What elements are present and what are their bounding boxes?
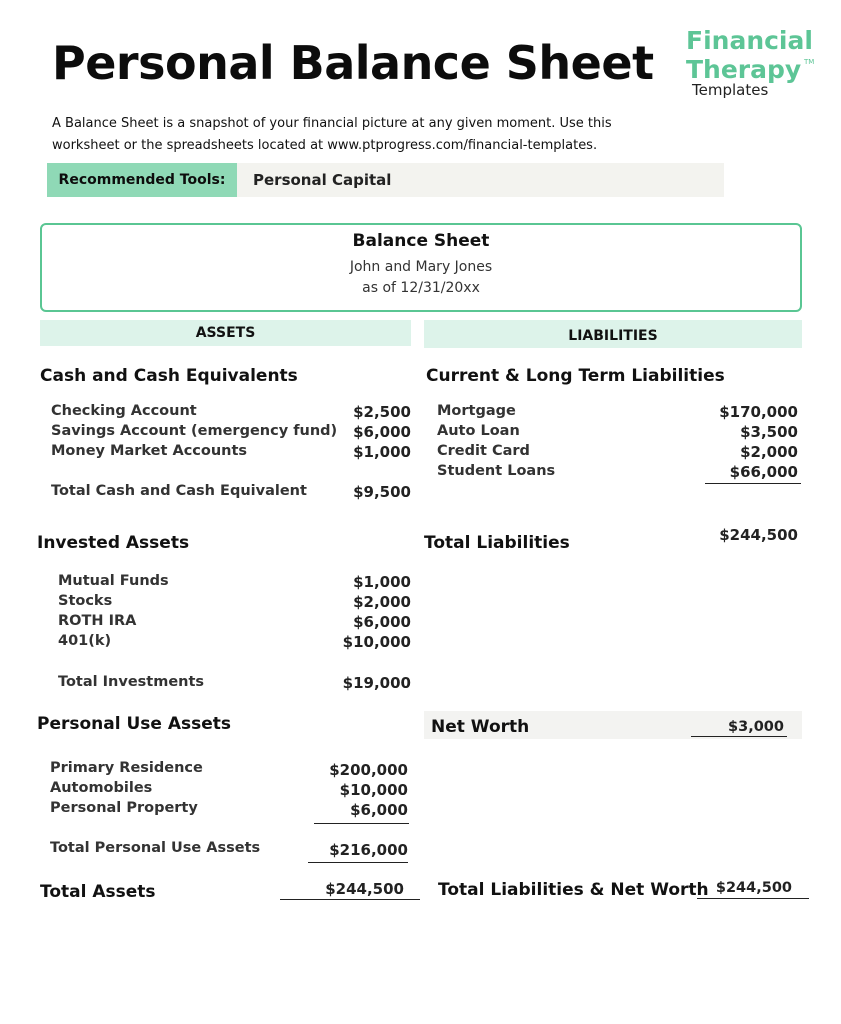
- invested-item-label: 401(k): [58, 633, 112, 649]
- invested-item-value: $1,000: [353, 573, 411, 591]
- recommended-tools-label: Recommended Tools:: [47, 163, 237, 197]
- grand-total-label: Total Liabilities & Net Worth: [438, 880, 709, 900]
- personal-total-value: $216,000: [329, 841, 408, 859]
- total-assets-label: Total Assets: [40, 882, 156, 902]
- cash-total-label: Total Cash and Cash Equivalent: [51, 483, 307, 499]
- personal-item-value: $6,000: [350, 801, 408, 819]
- personal-item-label: Primary Residence: [50, 760, 203, 776]
- cash-item-label: Money Market Accounts: [51, 443, 248, 459]
- cash-item-value: $2,500: [353, 403, 411, 421]
- net-worth-value: $3,000: [728, 719, 784, 735]
- net-worth-label: Net Worth: [431, 717, 530, 737]
- liability-item-label: Student Loans: [437, 463, 556, 479]
- invested-item-value: $2,000: [353, 593, 411, 611]
- liability-item-value: $66,000: [729, 463, 798, 481]
- total-liabilities-value: $244,500: [719, 526, 798, 544]
- logo-line-therapy: Therapy: [686, 55, 802, 84]
- liability-item-label: Mortgage: [437, 403, 516, 419]
- balance-sheet-title: Balance Sheet: [352, 231, 490, 251]
- personal-item-value: $200,000: [329, 761, 408, 779]
- invested-item-value: $6,000: [353, 613, 411, 631]
- logo-line-financial: Financial: [686, 26, 813, 55]
- cash-item-label: Checking Account: [51, 403, 197, 419]
- invested-item-label: Stocks: [58, 593, 113, 609]
- personal-item-label: Automobiles: [50, 780, 153, 796]
- balance-sheet-owner: John and Mary Jones: [349, 259, 493, 275]
- grand-total-value: $244,500: [715, 880, 792, 896]
- liability-items-underline: [705, 483, 801, 484]
- page-title: Personal Balance Sheet: [52, 36, 654, 90]
- logo-line-templates: Templates: [692, 81, 769, 99]
- liability-item-value: $3,500: [740, 423, 798, 441]
- cash-item-value: $1,000: [353, 443, 411, 461]
- personal-items-underline: [314, 823, 409, 824]
- invested-item-value: $10,000: [342, 633, 411, 651]
- liability-item-label: Auto Loan: [437, 423, 520, 439]
- cash-item-value: $6,000: [353, 423, 411, 441]
- total-assets-value: $244,500: [325, 880, 404, 898]
- personal-item-label: Personal Property: [50, 800, 198, 816]
- liabilities-section-title: Current & Long Term Liabilities: [426, 366, 725, 386]
- intro-text-line-1: A Balance Sheet is a snapshot of your financial picture at any given moment. Use this: [52, 116, 612, 131]
- invested-section-title: Invested Assets: [37, 533, 190, 553]
- invested-total-label: Total Investments: [58, 674, 205, 690]
- invested-item-label: ROTH IRA: [58, 613, 137, 629]
- personal-total-label: Total Personal Use Assets: [50, 840, 261, 856]
- recommended-tools-value[interactable]: Personal Capital: [253, 171, 392, 189]
- net-worth-underline: [691, 736, 787, 737]
- grand-total-underline: [697, 898, 809, 899]
- liabilities-header: LIABILITIES: [424, 320, 802, 348]
- personal-total-underline: [308, 862, 408, 863]
- liability-item-value: $2,000: [740, 443, 798, 461]
- total-liabilities-label: Total Liabilities: [424, 533, 570, 553]
- intro-text-line-2: worksheet or the spreadsheets located at www.ptprogress.com/financial-templates.: [52, 138, 598, 153]
- balance-sheet-date: as of 12/31/20xx: [362, 280, 480, 296]
- cash-total-value: $9,500: [353, 483, 411, 501]
- invested-item-label: Mutual Funds: [58, 573, 169, 589]
- assets-header: ASSETS: [40, 320, 411, 346]
- invested-total-value: $19,000: [342, 674, 411, 692]
- liability-item-value: $170,000: [719, 403, 798, 421]
- cash-item-label: Savings Account (emergency fund): [51, 423, 338, 439]
- personal-item-value: $10,000: [339, 781, 408, 799]
- personal-section-title: Personal Use Assets: [37, 714, 232, 734]
- total-assets-underline: [280, 899, 420, 900]
- liability-item-label: Credit Card: [437, 443, 530, 459]
- logo-trademark: TM: [804, 58, 815, 66]
- cash-section-title: Cash and Cash Equivalents: [40, 366, 298, 386]
